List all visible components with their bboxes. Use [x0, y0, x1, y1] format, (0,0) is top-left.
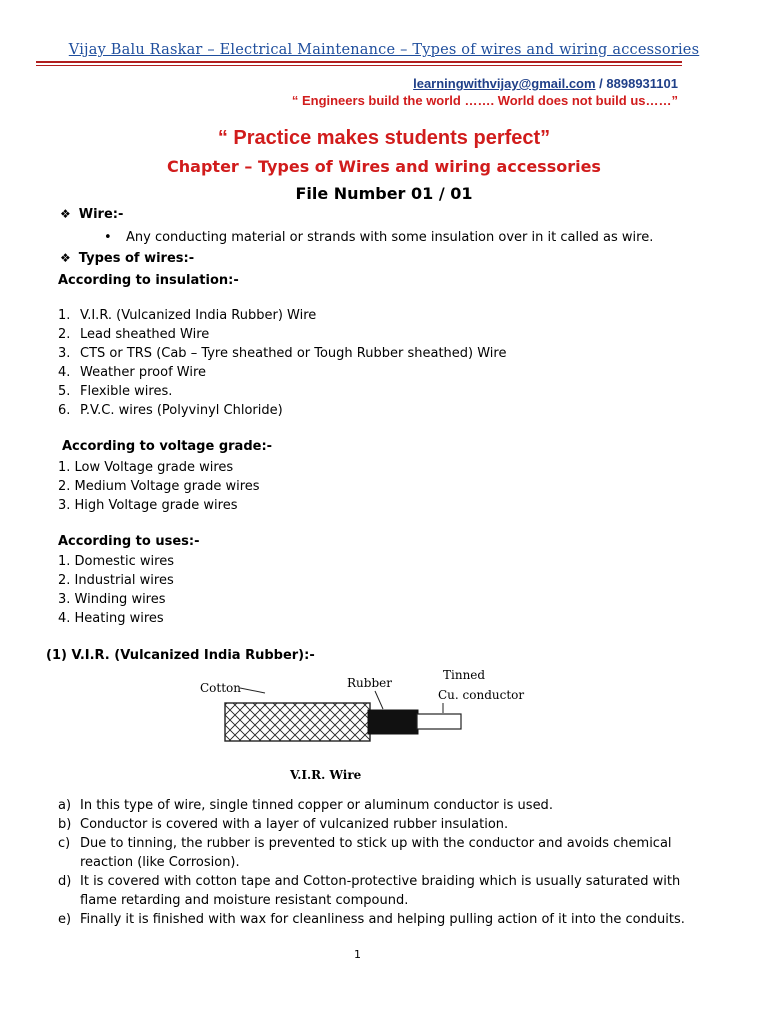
list-item: e) Finally it is finished with wax for cleanliness and helping pulling action of it into the conduits. — [58, 912, 685, 927]
list-item: 4. Heating wires — [58, 611, 164, 626]
wire-definition-text: Any conducting material or strands with some insulation over in it called as wire. — [126, 230, 654, 245]
figure-caption: V.I.R. Wire — [290, 768, 362, 782]
motto-heading: “ Practice makes students perfect” — [217, 127, 551, 149]
voltage-heading: According to voltage grade:- — [62, 439, 273, 454]
file-number: File Number 01 / 01 — [295, 184, 473, 203]
list-item: 2. Industrial wires — [58, 573, 174, 588]
list-item: d) It is covered with cotton tape and Cotton-protective braiding which is usually saturated with — [58, 874, 681, 889]
diamond-bullet-icon: ❖ — [60, 207, 71, 221]
rubber-pointer — [375, 691, 383, 709]
header-divider — [36, 61, 682, 63]
contact-separator: / — [595, 76, 607, 91]
vir-heading: (1) V.I.R. (Vulcanized India Rubber):- — [46, 648, 315, 663]
list-item: 6. P.V.C. wires (Polyvinyl Chloride) — [58, 403, 283, 418]
list-item: 2. Lead sheathed Wire — [58, 327, 210, 342]
list-item: 5. Flexible wires. — [58, 384, 173, 399]
list-item: 2. Medium Voltage grade wires — [58, 479, 260, 494]
vir-wire-figure — [195, 665, 545, 785]
list-item: 1. Low Voltage grade wires — [58, 460, 234, 475]
rubber-layer-shape — [368, 710, 418, 734]
voltage-list — [58, 458, 260, 515]
diamond-bullet-icon: ❖ — [60, 251, 71, 265]
list-item: b) Conductor is covered with a layer of vulcanized rubber insulation. — [58, 817, 509, 832]
list-item: c) Due to tinning, the rubber is prevented to stick up with the conductor and avoids chemical — [58, 836, 672, 851]
vir-points — [58, 796, 685, 929]
cotton-braid-shape — [225, 703, 370, 741]
list-item: 3. Winding wires — [58, 592, 166, 607]
list-item: 1. Domestic wires — [58, 554, 174, 569]
chapter-heading: Chapter – Types of Wires and wiring accessories — [167, 157, 601, 176]
types-heading-label: Types of wires:- — [78, 251, 195, 266]
header-title: Vijay Balu Raskar – Electrical Maintenance – Types of wires and wiring accessories — [68, 42, 700, 58]
conductor-label: Cu. conductor — [438, 688, 525, 702]
header-quote: “ Engineers build the world ……. World does not build us……” — [291, 93, 678, 108]
rubber-label: Rubber — [347, 676, 392, 690]
email-link[interactable]: learningwithvijay@gmail.com — [413, 76, 596, 91]
header-divider-thin — [36, 65, 682, 66]
types-heading — [60, 251, 194, 266]
uses-list — [58, 552, 174, 628]
tinned-label: Tinned — [443, 668, 486, 682]
insulation-heading: According to insulation:- — [58, 273, 239, 288]
insulation-list — [58, 306, 506, 420]
cotton-pointer — [240, 688, 265, 693]
list-item: a) In this type of wire, single tinned copper or aluminum conductor is used. — [58, 798, 553, 813]
list-item-continuation: flame retarding and moisture resistant compound. — [80, 893, 409, 908]
wire-definition — [104, 230, 653, 245]
cotton-label: Cotton — [200, 681, 242, 695]
phone-number: 8898931101 — [606, 76, 678, 91]
list-item: 4. Weather proof Wire — [58, 365, 207, 380]
list-item-continuation: reaction (like Corrosion). — [80, 855, 240, 870]
dot-bullet-icon: • — [104, 230, 112, 245]
list-item: 3. CTS or TRS (Cab – Tyre sheathed or Tough Rubber sheathed) Wire — [58, 346, 507, 361]
uses-heading: According to uses:- — [58, 534, 200, 549]
list-item: 1. V.I.R. (Vulcanized India Rubber) Wire — [58, 308, 317, 323]
list-item: 3. High Voltage grade wires — [58, 498, 238, 513]
conductor-shape — [417, 714, 461, 729]
wire-heading-label: Wire:- — [78, 207, 124, 222]
contact-line — [413, 76, 678, 91]
wire-heading — [60, 207, 123, 222]
page-number: 1 — [354, 948, 361, 961]
